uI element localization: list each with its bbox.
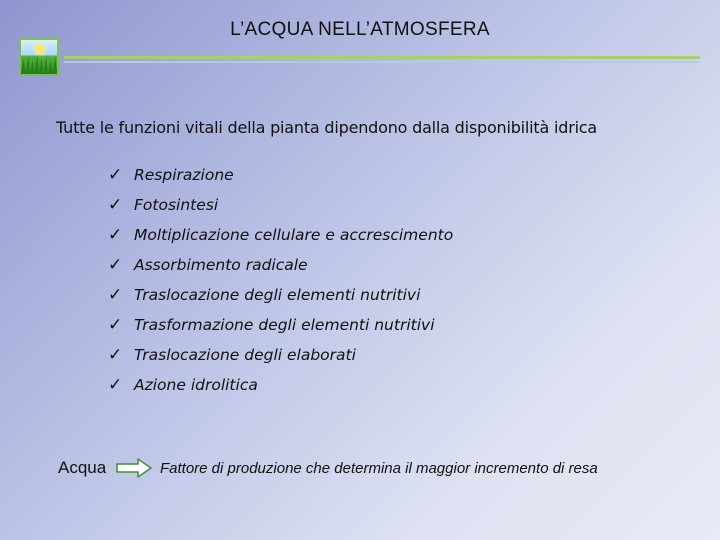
function-list	[108, 160, 453, 400]
right-arrow-icon	[116, 458, 152, 478]
checkmark-icon: ✓	[108, 225, 123, 245]
list-item-label: Respirazione	[134, 166, 234, 184]
list-item-label: Moltiplicazione cellulare e accrescimento	[134, 226, 454, 244]
list-item-label: Traslocazione degli elaborati	[134, 346, 356, 364]
list-item	[108, 370, 453, 400]
checkmark-icon: ✓	[108, 165, 123, 185]
title-underline	[64, 56, 700, 59]
grass-field-icon	[19, 38, 59, 76]
list-item	[108, 250, 453, 280]
list-item-label: Fotosintesi	[134, 196, 219, 214]
list-item	[108, 190, 453, 220]
list-item-label: Assorbimento radicale	[134, 256, 308, 274]
checkmark-icon: ✓	[108, 315, 123, 335]
list-item	[108, 310, 453, 340]
checkmark-icon: ✓	[108, 285, 123, 305]
definition-text: Fattore di produzione che determina il maggior incremento di resa	[160, 460, 598, 477]
checkmark-icon: ✓	[108, 195, 123, 215]
title-underline-secondary	[64, 61, 700, 63]
term-label: Acqua	[58, 458, 107, 477]
list-item-label: Trasformazione degli elementi nutritivi	[134, 316, 435, 334]
list-item	[108, 160, 453, 190]
slide-title: L’ACQUA NELL’ATMOSFERA	[230, 19, 490, 40]
list-item-label: Azione idrolitica	[134, 376, 258, 394]
list-item	[108, 340, 453, 370]
checkmark-icon: ✓	[108, 255, 123, 275]
grass-blades-icon	[21, 54, 57, 74]
checkmark-icon: ✓	[108, 375, 123, 395]
list-item	[108, 220, 453, 250]
list-item-label: Traslocazione degli elementi nutritivi	[134, 286, 421, 304]
intro-text: Tutte le funzioni vitali della pianta dipendono dalla disponibilità idrica	[56, 118, 598, 137]
sun-icon	[35, 44, 45, 54]
list-item	[108, 280, 453, 310]
checkmark-icon: ✓	[108, 345, 123, 365]
